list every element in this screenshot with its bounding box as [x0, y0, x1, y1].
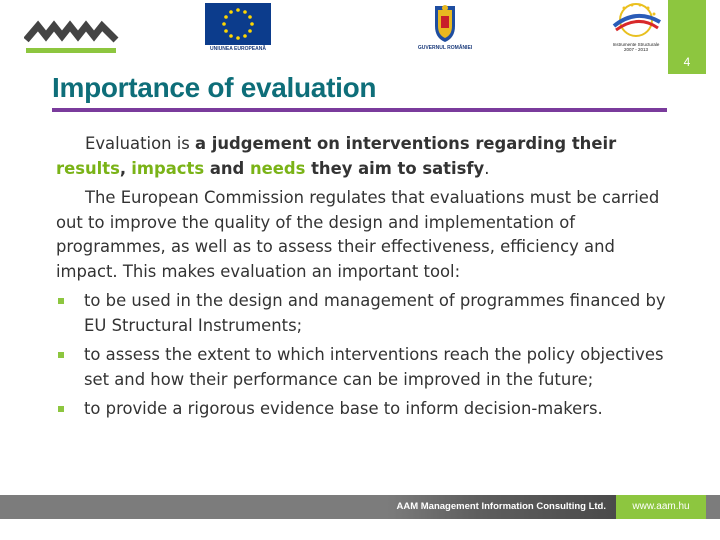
is-caption-line2: 2007 - 2013: [623, 47, 649, 52]
bullet-item: to assess the extent to which interventions reach the policy objectives set and how their performance can be improved in the future;: [56, 343, 671, 392]
bullet-list: [56, 289, 671, 422]
structural-instruments-logo: [604, 0, 668, 60]
definition-comma: ,: [119, 158, 127, 178]
slide-body: [56, 132, 671, 427]
is-caption: [604, 42, 668, 52]
keyword-impacts: impacts: [131, 158, 205, 178]
definition-and: and: [204, 158, 250, 178]
is-caption-line1: Instrumente Structurale: [612, 42, 660, 47]
eu-caption: UNIUNEA EUROPEANĂ: [210, 46, 266, 52]
paragraph-european-commission: The European Commission regulates that evaluations must be carried out to improve the quality of the design and implementation of programmes, as well as to assess their effectiveness, efficiency and impact. This makes evaluation an important tool:: [56, 188, 660, 281]
eu-flag-logo: [205, 3, 271, 54]
definition-period: .: [484, 158, 490, 178]
footer-company: AAM Management Information Consulting Ltd.: [386, 495, 616, 519]
aam-logo: [24, 14, 124, 58]
paragraph-definition: [56, 132, 671, 181]
footer-url-link[interactable]: www.aam.hu: [616, 495, 706, 519]
page-number: 4: [683, 55, 691, 69]
definition-judgement: a judgement on interventions regarding their: [195, 134, 617, 153]
eu-flag-icon: [205, 3, 271, 45]
ro-caption: GUVERNUL ROMÂNIEI: [417, 45, 473, 51]
definition-tail: they aim to satisfy: [305, 158, 485, 178]
keyword-needs: needs: [249, 158, 306, 178]
romania-government-logo: [404, 2, 486, 54]
title-underline: [52, 108, 667, 112]
keyword-results: results: [56, 158, 120, 178]
definition-lead: Evaluation is: [85, 134, 195, 153]
footer-bar: [0, 495, 720, 519]
bullet-item: to provide a rigorous evidence base to inform decision-makers.: [56, 397, 671, 422]
slide-title: Importance of evaluation: [52, 72, 377, 103]
bullet-item: to be used in the design and management of programmes financed by EU Structural Instruments;: [56, 289, 671, 338]
